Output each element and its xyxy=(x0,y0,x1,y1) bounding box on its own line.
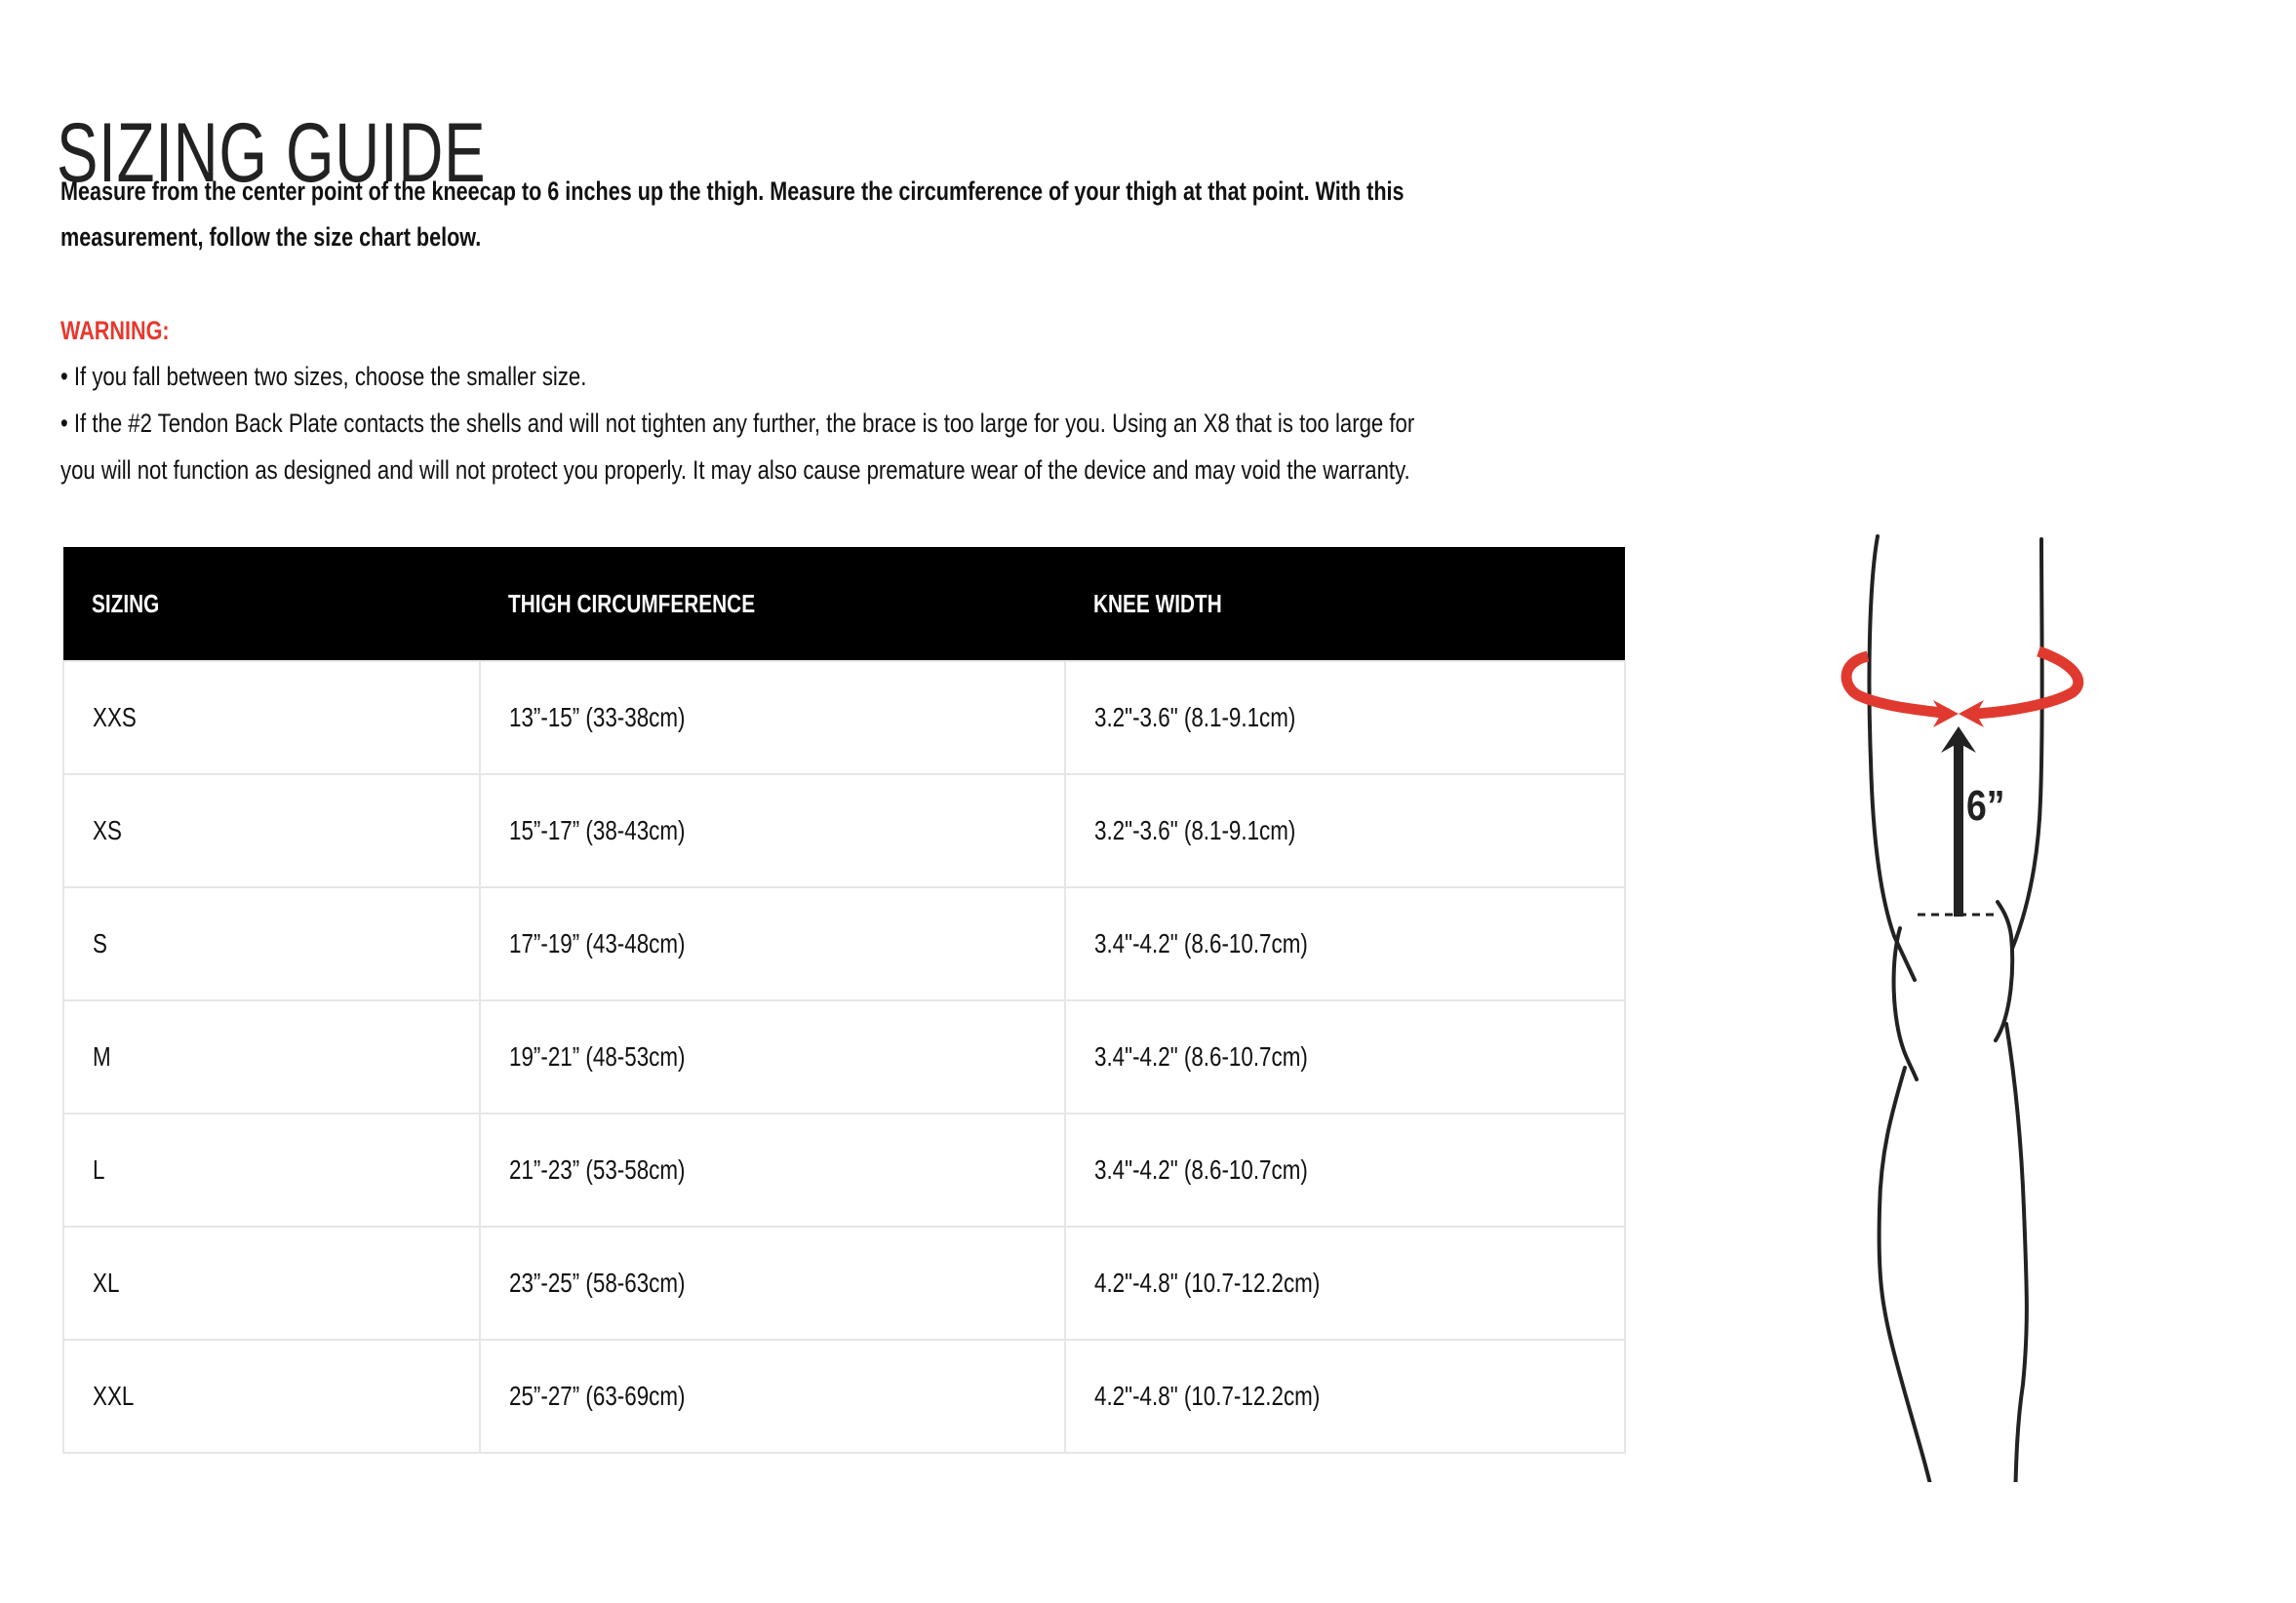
cell-text: S xyxy=(93,928,107,958)
warning-text: • If the #2 Tendon Back Plate contacts the shells and will not tighten any further, the brace is too large for you. Using an X8 that is too large for xyxy=(60,409,1415,438)
cell-size xyxy=(63,774,480,887)
warning-text: • If you fall between two sizes, choose the smaller size. xyxy=(60,362,587,391)
warning-bullet-2-cont xyxy=(60,457,1706,484)
cell-knee xyxy=(1065,1340,1625,1453)
cell-knee xyxy=(1065,1227,1625,1340)
column-header-text: THIGH CIRCUMFERENCE xyxy=(508,588,756,618)
cell-thigh xyxy=(480,1114,1065,1227)
cell-text: 3.4"-4.2" (8.6-10.7cm) xyxy=(1094,1154,1308,1185)
cell-size xyxy=(63,887,480,1000)
cell-knee xyxy=(1065,1000,1625,1114)
warning-bullet-2 xyxy=(60,411,1712,437)
cell-text: 13”-15” (33-38cm) xyxy=(509,702,686,732)
measurement-label xyxy=(1966,782,2011,830)
column-header-text: KNEE WIDTH xyxy=(1093,588,1222,618)
table-row xyxy=(63,1114,1625,1227)
column-header-thigh xyxy=(480,547,1065,661)
warning-label xyxy=(60,318,196,344)
cell-text: 21”-23” (53-58cm) xyxy=(509,1154,686,1185)
table-row xyxy=(63,661,1625,774)
column-header-knee xyxy=(1065,547,1625,661)
cell-thigh xyxy=(480,1000,1065,1114)
cell-text: 3.2"-3.6" (8.1-9.1cm) xyxy=(1094,702,1296,732)
cell-text: 4.2"-4.8" (10.7-12.2cm) xyxy=(1094,1268,1321,1298)
cell-thigh xyxy=(480,1227,1065,1340)
leg-measurement-illustration-icon xyxy=(1804,527,2097,1482)
cell-text: 4.2"-4.8" (10.7-12.2cm) xyxy=(1094,1381,1321,1411)
warning-text: you will not function as designed and will not protect you properly. It may also cause premature wear of the device and may void the warranty. xyxy=(60,455,1410,485)
cell-size xyxy=(63,661,480,774)
table-row xyxy=(63,887,1625,1000)
table-row xyxy=(63,1000,1625,1114)
cell-text: 3.4"-4.2" (8.6-10.7cm) xyxy=(1094,928,1308,958)
cell-text: M xyxy=(93,1041,111,1072)
column-header-sizing xyxy=(63,547,480,661)
column-header-text: SIZING xyxy=(92,588,160,618)
cell-text: 3.2"-3.6" (8.1-9.1cm) xyxy=(1094,815,1296,845)
table-header-row xyxy=(63,547,1625,661)
cell-size xyxy=(63,1000,480,1114)
page-title-text: SIZING GUIDE xyxy=(57,105,487,200)
cell-text: 17”-19” (43-48cm) xyxy=(509,928,686,958)
cell-knee xyxy=(1065,1114,1625,1227)
measurement-label-text: 6” xyxy=(1966,782,2005,830)
cell-text: 19”-21” (48-53cm) xyxy=(509,1041,686,1072)
intro-line-1 xyxy=(60,178,1740,205)
cell-text: 3.4"-4.2" (8.6-10.7cm) xyxy=(1094,1041,1308,1072)
cell-text: XL xyxy=(93,1268,120,1298)
cell-knee xyxy=(1065,661,1625,774)
cell-knee xyxy=(1065,774,1625,887)
cell-text: XXL xyxy=(93,1381,135,1411)
cell-text: 15”-17” (38-43cm) xyxy=(509,815,686,845)
cell-thigh xyxy=(480,774,1065,887)
cell-thigh xyxy=(480,661,1065,774)
cell-text: XS xyxy=(93,815,122,845)
table-row xyxy=(63,1227,1625,1340)
cell-text: L xyxy=(93,1154,105,1185)
cell-text: XXS xyxy=(93,702,137,732)
cell-text: 23”-25” (58-63cm) xyxy=(509,1268,686,1298)
table-row xyxy=(63,774,1625,887)
cell-knee xyxy=(1065,887,1625,1000)
intro-text: Measure from the center point of the kneecap to 6 inches up the thigh. Measure the circumference of your thigh at that point. With this xyxy=(60,176,1405,206)
cell-size xyxy=(63,1114,480,1227)
intro-line-2 xyxy=(60,224,586,251)
cell-thigh xyxy=(480,887,1065,1000)
cell-thigh xyxy=(480,1340,1065,1453)
table-row xyxy=(63,1340,1625,1453)
cell-size xyxy=(63,1227,480,1340)
warning-bullet-1 xyxy=(60,364,702,390)
warning-label-text: WARNING: xyxy=(60,316,170,345)
cell-text: 25”-27” (63-69cm) xyxy=(509,1381,686,1411)
intro-text: measurement, follow the size chart below. xyxy=(60,222,482,252)
size-chart-table xyxy=(62,547,1626,1454)
cell-size xyxy=(63,1340,480,1453)
